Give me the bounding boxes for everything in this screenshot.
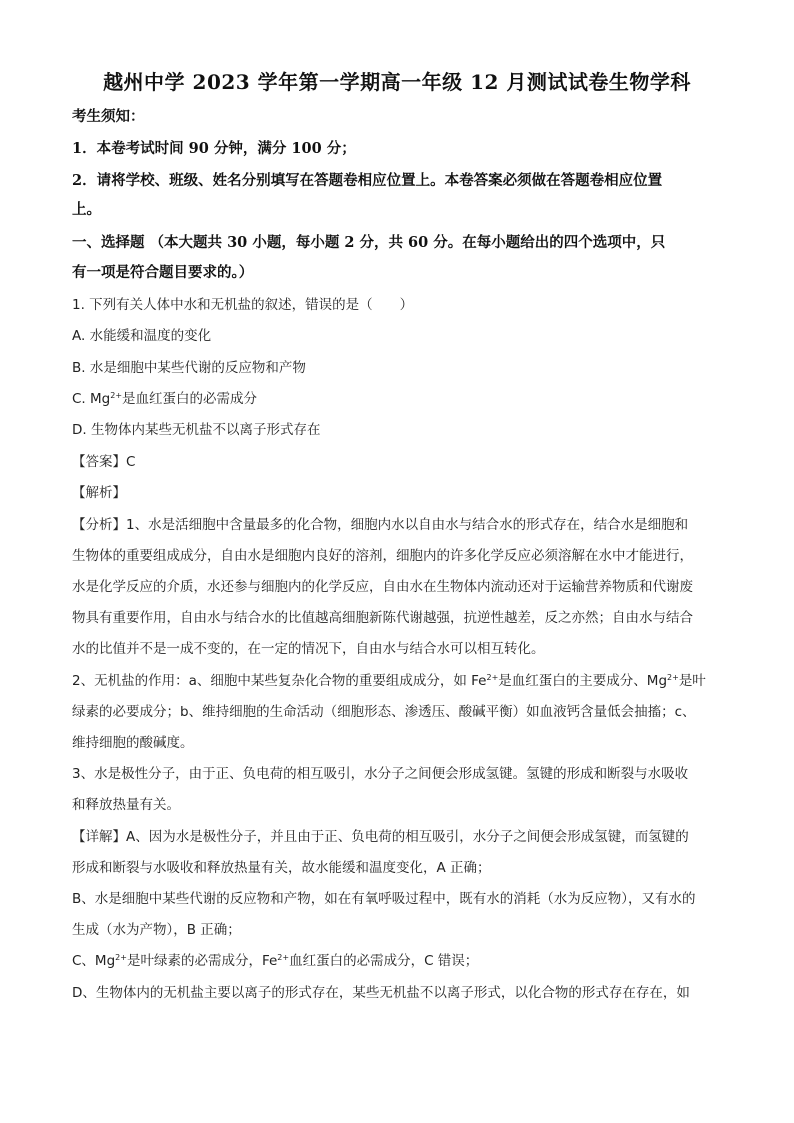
analysis-p1-line-3: 水是化学反应的介质，水还参与细胞内的化学反应，自由水在生物体内流动还对于运输营养物质和代谢废 [72, 579, 693, 595]
detail-c-line [72, 952, 722, 970]
analysis-p3-line-1: 3、水是极性分子，由于正、负电荷的相互吸引，水分子之间便会形成氢键。氢键的形成和断裂与水吸收 [72, 766, 689, 782]
analysis-p1-line-5: 水的比值并不是一成不变的，在一定的情况下，自由水与结合水可以相互转化。 [72, 641, 545, 657]
notice-item-1: 1．本卷考试时间 90 分钟，满分 100 分； [72, 140, 356, 157]
analysis-heading: 【解析】 [72, 485, 126, 501]
option-c-superscript: 2+ [110, 391, 123, 400]
analysis-p2-line-3: 维持细胞的酸碱度。 [72, 735, 194, 751]
detail-d-line-1: D、生物体内的无机盐主要以离子的形式存在，某些无机盐不以离子形式，以化合物的形式存在存在，如 [72, 985, 690, 1001]
detail-c-suffix: 血红蛋白的必需成分，C 错误； [289, 953, 479, 969]
option-a: A. 水能缓和温度的变化 [72, 328, 212, 344]
option-c-suffix: 是血红蛋白的必需成分 [122, 391, 258, 407]
option-c [72, 390, 722, 408]
detail-fe-superscript: 2+ [277, 953, 290, 962]
detail-a-line-2: 形成和断裂与水吸收和释放热量有关，故水能缓和温度变化，A 正确； [72, 860, 491, 876]
document-title: 越州中学 2023 学年第一学期高一年级 12 月测试试卷生物学科 [103, 70, 691, 94]
option-c-prefix: C. Mg [72, 391, 111, 407]
detail-c-middle: 是叶绿素的必需成分，Fe [126, 953, 278, 969]
detail-mg-superscript: 2+ [115, 953, 127, 962]
analysis-p2-line-1 [72, 672, 722, 690]
analysis-p2-text-b: 是血红蛋白的主要成分、Mg [498, 673, 668, 689]
fe-superscript: 2+ [486, 673, 499, 682]
detail-b-line-1: B、水是细胞中某些代谢的反应物和产物，如在有氧呼吸过程中，既有水的消耗（水为反应物），又有水的 [72, 891, 696, 907]
analysis-p1-line-4: 物具有重要作用，自由水与结合水的比值越高细胞新陈代谢越强，抗逆性越差，反之亦然；自由水与结合 [72, 610, 693, 626]
analysis-p2-text-c: 是叶 [678, 673, 706, 689]
section-heading-line-1: 一、选择题 （本大题共 30 小题，每小题 2 分，共 60 分。在每小题给出的四个选项中，只 [72, 234, 666, 251]
section-heading-line-2: 有一项是符合题目要求的。） [72, 264, 254, 281]
notice-heading: 考生须知： [72, 108, 145, 125]
option-d: D. 生物体内某些无机盐不以离子形式存在 [72, 422, 321, 438]
detail-b-line-2: 生成（水为产物），B 正确； [72, 922, 241, 938]
detail-a-line-1: 【详解】A、因为水是极性分子，并且由于正、负电荷的相互吸引，水分子之间便会形成氢键，而氢键的 [72, 829, 689, 845]
mg-superscript: 2+ [667, 673, 679, 682]
question-stem: 1. 下列有关人体中水和无机盐的叙述，错误的是（ ） [72, 297, 414, 313]
analysis-p2-line-2: 绿素的必要成分；b、维持细胞的生命活动（细胞形态、渗透压、酸碱平衡）如血液钙含量低会抽搐；c、 [72, 704, 696, 720]
answer-label: 【答案】C [72, 454, 136, 470]
option-b: B. 水是细胞中某些代谢的反应物和产物 [72, 360, 306, 376]
detail-c-prefix: C、Mg [72, 953, 116, 969]
analysis-p1-line-1: 【分析】1、水是活细胞中含量最多的化合物，细胞内水以自由水与结合水的形式存在，结合水是细胞和 [72, 517, 689, 533]
analysis-p2-text-a: 2、无机盐的作用：a、细胞中某些复杂化合物的重要组成成分，如 Fe [72, 673, 487, 689]
analysis-p1-line-2: 生物体的重要组成成分，自由水是细胞内良好的溶剂，细胞内的许多化学反应必须溶解在水中才能进行， [72, 548, 693, 564]
analysis-p3-line-2: 和释放热量有关。 [72, 797, 180, 813]
notice-item-2-line-2: 上。 [72, 201, 101, 218]
notice-item-2-line-1: 2．请将学校、班级、姓名分别填写在答题卷相应位置上。本卷答案必须做在答题卷相应位置 [72, 172, 663, 189]
